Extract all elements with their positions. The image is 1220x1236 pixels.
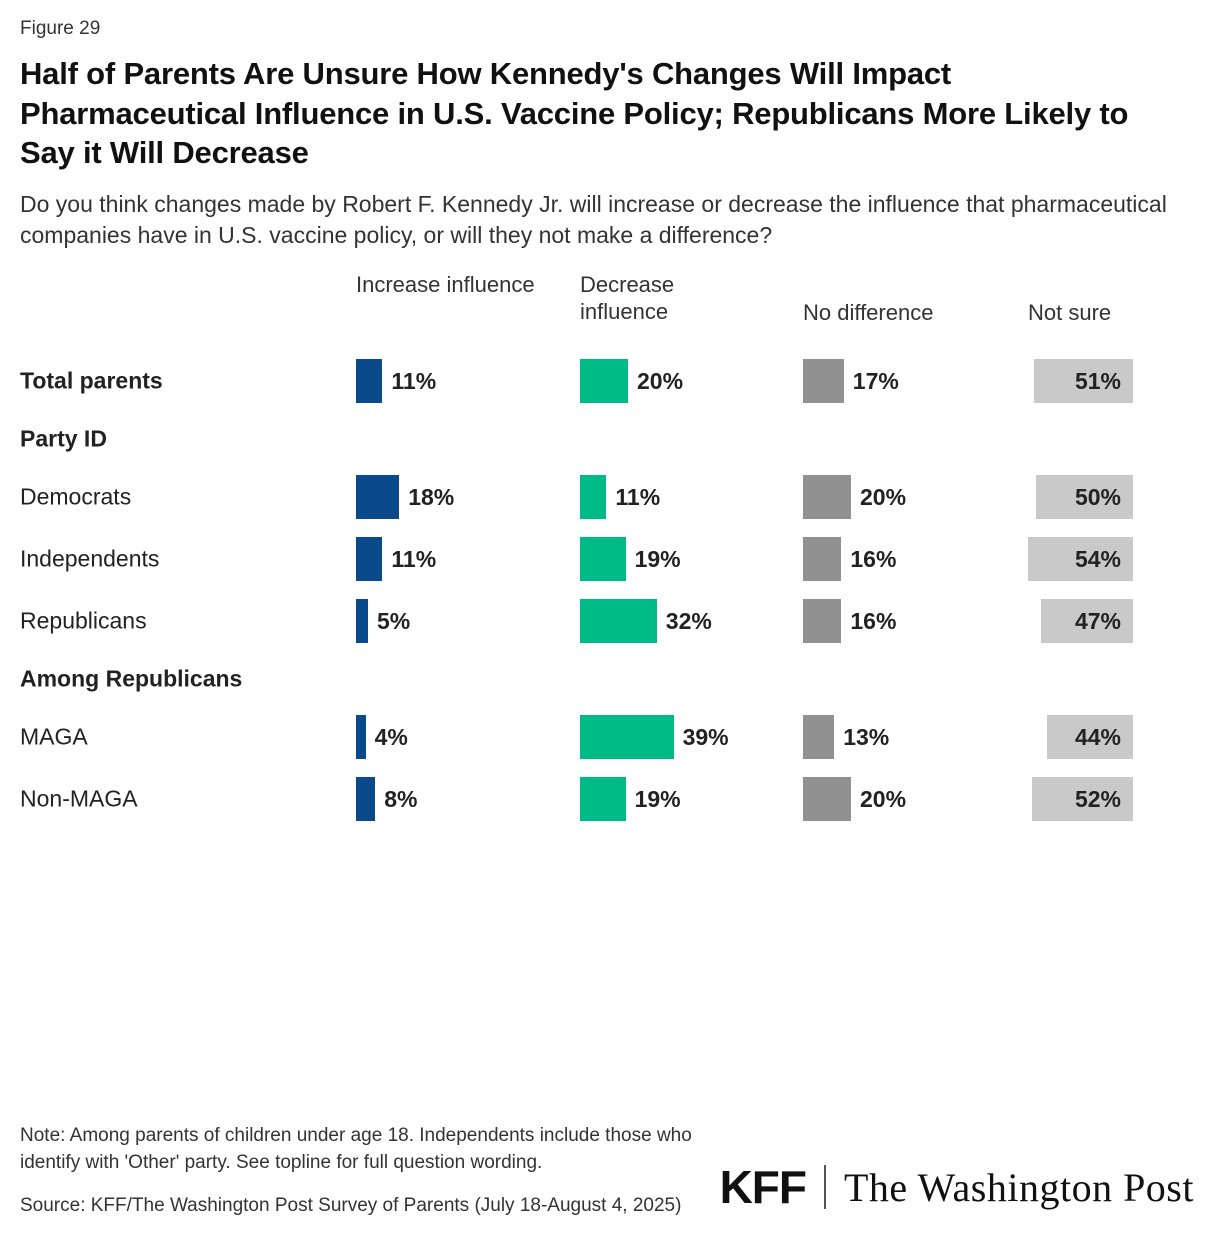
row-label: Non-MAGA	[20, 785, 138, 812]
bar-cell-decrease	[580, 599, 712, 643]
bar-cell-increase	[356, 475, 454, 519]
bar-value-no-difference: 16%	[850, 607, 897, 634]
bar-cell-not-sure	[1028, 537, 1133, 581]
bar-cell-no-difference	[803, 537, 896, 581]
bar-decrease	[580, 475, 606, 519]
bar-value-no-difference: 20%	[860, 785, 907, 812]
bar-increase	[356, 599, 368, 643]
bar-decrease	[580, 599, 657, 643]
row-label: Democrats	[20, 483, 132, 510]
chart-data-row	[20, 528, 1200, 590]
column-header-decrease: Decrease influence	[580, 272, 675, 324]
bar-no-difference	[803, 777, 851, 821]
row-label: Among Republicans	[20, 665, 243, 692]
bar-increase	[356, 359, 382, 403]
bar-increase	[356, 715, 366, 759]
chart-data-row	[20, 466, 1200, 528]
bar-value-not-sure: 47%	[1074, 607, 1121, 634]
bar-value-decrease: 32%	[665, 607, 712, 634]
bar-value-not-sure: 44%	[1074, 723, 1121, 750]
bar-value-not-sure: 52%	[1074, 785, 1121, 812]
chart-rows	[20, 350, 1200, 830]
column-header-not-sure: Not sure	[1028, 300, 1112, 326]
chart-source: Source: KFF/The Washington Post Survey of Parents (July 18-August 4, 2025)	[20, 1195, 682, 1217]
row-label: Party ID	[20, 425, 107, 452]
column-header-no-difference: No difference	[803, 300, 934, 326]
column-headers	[20, 272, 1200, 350]
bar-cell-decrease	[580, 715, 729, 759]
bar-decrease	[580, 537, 626, 581]
bar-cell-no-difference	[803, 359, 899, 403]
bar-no-difference	[803, 537, 841, 581]
chart-note: Note: Among parents of children under age 18. Independents include those who identify with 'Other' party. See topline for full question wording.	[20, 1125, 692, 1174]
row-label: Independents	[20, 545, 160, 572]
bar-cell-increase	[356, 777, 417, 821]
washington-post-logo: The Washington Post	[844, 1164, 1194, 1210]
bar-value-increase: 8%	[384, 785, 418, 812]
bar-cell-not-sure	[1032, 777, 1133, 821]
bar-no-difference	[803, 475, 851, 519]
bar-cell-no-difference	[803, 475, 906, 519]
bar-cell-decrease	[580, 475, 660, 519]
bar-value-decrease: 19%	[634, 545, 681, 572]
bar-cell-decrease	[580, 777, 681, 821]
bar-cell-not-sure	[1041, 599, 1133, 643]
logo-group	[720, 1160, 1194, 1214]
page-title: Half of Parents Are Unsure How Kennedy's Changes Will Impact Pharmaceutical Influence in U.S. Vaccine Policy; Republicans More Likely to Say it Will Decrease	[20, 56, 1129, 171]
bar-cell-not-sure	[1034, 359, 1133, 403]
chart-body	[20, 272, 1200, 830]
bar-increase	[356, 777, 375, 821]
bar-value-increase: 5%	[377, 607, 411, 634]
bar-cell-no-difference	[803, 599, 896, 643]
bar-increase	[356, 475, 399, 519]
bar-cell-not-sure	[1047, 715, 1133, 759]
bar-value-decrease: 11%	[615, 483, 661, 510]
bar-value-decrease: 20%	[637, 367, 684, 394]
bar-value-not-sure: 50%	[1074, 483, 1121, 510]
bar-cell-increase	[356, 359, 436, 403]
logo-divider	[824, 1165, 826, 1209]
bar-value-increase: 4%	[374, 723, 408, 750]
chart-data-row	[20, 350, 1200, 412]
bar-value-not-sure: 54%	[1074, 545, 1121, 572]
chart-data-row	[20, 590, 1200, 652]
bar-value-increase: 11%	[391, 545, 437, 572]
bar-value-increase: 11%	[391, 367, 437, 394]
column-header-increase: Increase influence	[356, 272, 535, 298]
bar-no-difference	[803, 715, 834, 759]
bar-value-decrease: 19%	[634, 785, 681, 812]
chart-subtitle: Do you think changes made by Robert F. Kennedy Jr. will increase or decrease the influence that pharmaceutical companies have in U.S. vaccine policy, or will they not make a difference?	[20, 191, 1167, 248]
bar-cell-increase	[356, 599, 410, 643]
row-label: MAGA	[20, 723, 88, 750]
bar-decrease	[580, 777, 626, 821]
bar-cell-increase	[356, 537, 436, 581]
bar-value-no-difference: 13%	[843, 723, 890, 750]
bar-decrease	[580, 715, 674, 759]
chart-group-heading-row	[20, 412, 1200, 466]
row-label: Republicans	[20, 607, 147, 634]
bar-cell-no-difference	[803, 715, 889, 759]
chart-group-heading-row	[20, 652, 1200, 706]
kff-logo: KFF	[719, 1161, 806, 1213]
bar-value-no-difference: 17%	[852, 367, 899, 394]
bar-cell-decrease	[580, 359, 683, 403]
bar-value-not-sure: 51%	[1074, 367, 1121, 394]
bar-increase	[356, 537, 382, 581]
row-label: Total parents	[20, 367, 163, 394]
bar-decrease	[580, 359, 628, 403]
bar-cell-no-difference	[803, 777, 906, 821]
bar-value-no-difference: 16%	[850, 545, 897, 572]
bar-cell-increase	[356, 715, 408, 759]
chart-data-row	[20, 768, 1200, 830]
bar-cell-not-sure	[1036, 475, 1134, 519]
chart-data-row	[20, 706, 1200, 768]
figure-label: Figure 29	[20, 18, 101, 39]
bar-value-no-difference: 20%	[860, 483, 907, 510]
bar-cell-decrease	[580, 537, 681, 581]
bar-no-difference	[803, 599, 841, 643]
bar-no-difference	[803, 359, 844, 403]
bar-value-increase: 18%	[408, 483, 455, 510]
bar-value-decrease: 39%	[682, 723, 729, 750]
chart-footer	[20, 1123, 1200, 1220]
